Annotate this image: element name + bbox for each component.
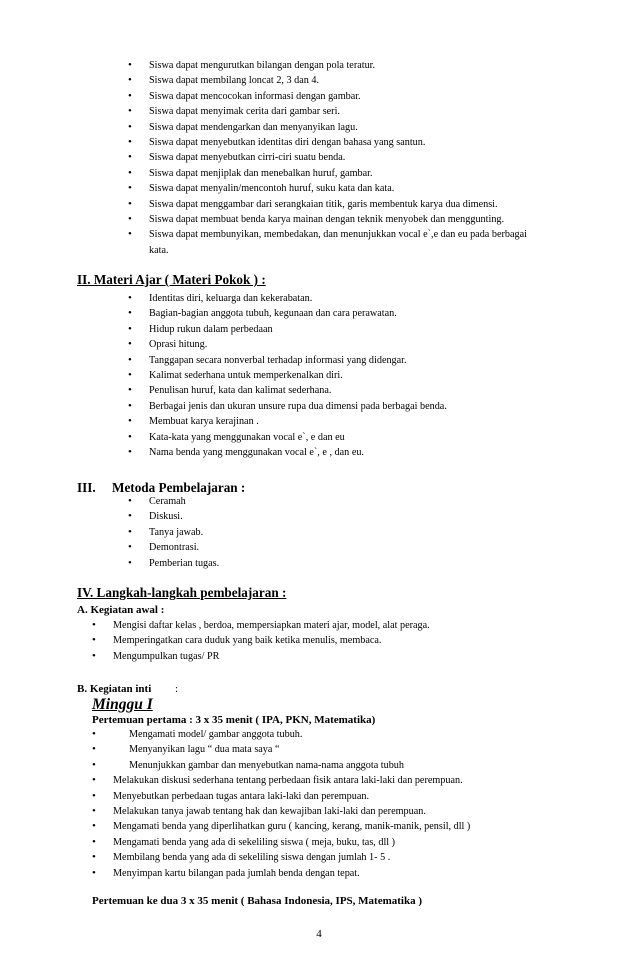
list-item: • Kalimat sederhana untuk memperkenalkan diri.: [128, 368, 568, 383]
materi-list: [128, 291, 568, 460]
section-heading-metoda: Metoda Pembelajaran :: [112, 480, 246, 495]
list-item: • Siswa dapat menggambar dari serangkaian titik, garis membentuk karya dua dimensi.: [128, 197, 568, 212]
list-item: • Berbagai jenis dan ukuran unsure rupa dua dimensi pada berbagai benda.: [128, 399, 568, 414]
section-heading-langkah: IV. Langkah-langkah pembelajaran :: [77, 585, 287, 600]
objectives-list: [128, 58, 568, 258]
pertemuan-kedua-heading: Pertemuan ke dua 3 x 35 menit ( Bahasa Indonesia, IPS, Matematika ): [92, 895, 423, 907]
list-item: • Siswa dapat menyimak cerita dari gambar seri.: [128, 104, 568, 119]
minggu-heading: Minggu I: [92, 696, 153, 713]
list-item: • Mengisi daftar kelas , berdoa, mempersiapkan materi ajar, model, alat peraga.: [92, 618, 572, 633]
list-item: • Diskusi.: [128, 509, 428, 524]
page-number: 4: [316, 928, 322, 940]
list-item: • Hidup rukun dalam perbedaan: [128, 322, 568, 337]
list-item: • Melakukan diskusi sederhana tentang perbedaan fisik antara laki-laki dan perempuan.: [92, 773, 592, 788]
list-item: • Siswa dapat mencocokan informasi dengan gambar.: [128, 89, 568, 104]
list-item: • Mengamati benda yang ada di sekeliling siswa ( meja, buku, tas, dll ): [92, 835, 592, 850]
list-item: • Membilang benda yang ada di sekeliling siswa dengan jumlah 1- 5 .: [92, 850, 592, 865]
list-item: • Menunjukkan gambar dan menyebutkan nama-nama anggota tubuh: [92, 758, 592, 773]
list-item: • Tanggapan secara nonverbal terhadap informasi yang didengar.: [128, 353, 568, 368]
list-item: • Siswa dapat membilang loncat 2, 3 dan 4.: [128, 73, 568, 88]
list-item: • Siswa dapat menyebutkan identitas diri dengan bahasa yang santun.: [128, 135, 568, 150]
list-item: • Siswa dapat menyalin/mencontoh huruf, suku kata dan kata.: [128, 181, 568, 196]
kegiatan-awal-list: [92, 618, 572, 664]
list-item: • Mengamati model/ gambar anggota tubuh.: [92, 727, 592, 742]
list-item: • Siswa dapat menjiplak dan menebalkan huruf, gambar.: [128, 166, 568, 181]
section-heading-materi: II. Materi Ajar ( Materi Pokok ) :: [77, 272, 266, 287]
list-item: • Pemberian tugas.: [128, 556, 428, 571]
list-item: • Kata-kata yang menggunakan vocal e`, e dan eu: [128, 430, 568, 445]
list-item: • Menyimpan kartu bilangan pada jumlah benda dengan tepat.: [92, 866, 592, 881]
list-item: • Mengamati benda yang diperlihatkan guru ( kancing, kerang, manik-manik, pensil, dll ): [92, 819, 592, 834]
subheading-kegiatan-awal: A. Kegiatan awal :: [77, 604, 165, 616]
list-item: • Identitas diri, keluarga dan kekerabatan.: [128, 291, 568, 306]
list-item: • Bagian-bagian anggota tubuh, kegunaan dan cara perawatan.: [128, 306, 568, 321]
metoda-list: [128, 494, 428, 571]
list-item: • Membuat karya kerajinan .: [128, 414, 568, 429]
kegiatan-inti-list: [92, 727, 592, 881]
list-item: • Siswa dapat mendengarkan dan menyanyikan lagu.: [128, 120, 568, 135]
list-item: • Siswa dapat mengurutkan bilangan dengan pola teratur.: [128, 58, 568, 73]
list-item: • Ceramah: [128, 494, 428, 509]
list-item: • Penulisan huruf, kata dan kalimat sederhana.: [128, 383, 568, 398]
list-item: • Menyebutkan perbedaan tugas antara laki-laki dan perempuan.: [92, 789, 592, 804]
section-number-metoda: III.: [77, 480, 96, 495]
list-item: • Siswa dapat membunyikan, membedakan, dan menunjukkan vocal e`,e dan eu pada berbagai kata.: [128, 227, 544, 258]
list-item: • Demontrasi.: [128, 540, 428, 555]
list-item: • Mengumpulkan tugas/ PR: [92, 649, 572, 664]
list-item: • Melakukan tanya jawab tentang hak dan kewajiban laki-laki dan perempuan.: [92, 804, 592, 819]
list-item: • Siswa dapat menyebutkan cirri-ciri suatu benda.: [128, 150, 568, 165]
list-item: • Nama benda yang menggunakan vocal e`, e , dan eu.: [128, 445, 568, 460]
list-item: • Memperingatkan cara duduk yang baik ketika menulis, membaca.: [92, 633, 572, 648]
list-item: • Menyanyikan lagu “ dua mata saya “: [92, 742, 592, 757]
list-item: • Oprasi hitung.: [128, 337, 568, 352]
list-item: • Siswa dapat membuat benda karya mainan dengan teknik menyobek dan menggunting.: [128, 212, 568, 227]
pertemuan-pertama-heading: Pertemuan pertama : 3 x 35 menit ( IPA, PKN, Matematika): [92, 714, 376, 726]
list-item: • Tanya jawab.: [128, 525, 428, 540]
subheading-kegiatan-inti: B. Kegiatan inti: [77, 683, 152, 695]
kegiatan-inti-colon: :: [175, 683, 179, 695]
